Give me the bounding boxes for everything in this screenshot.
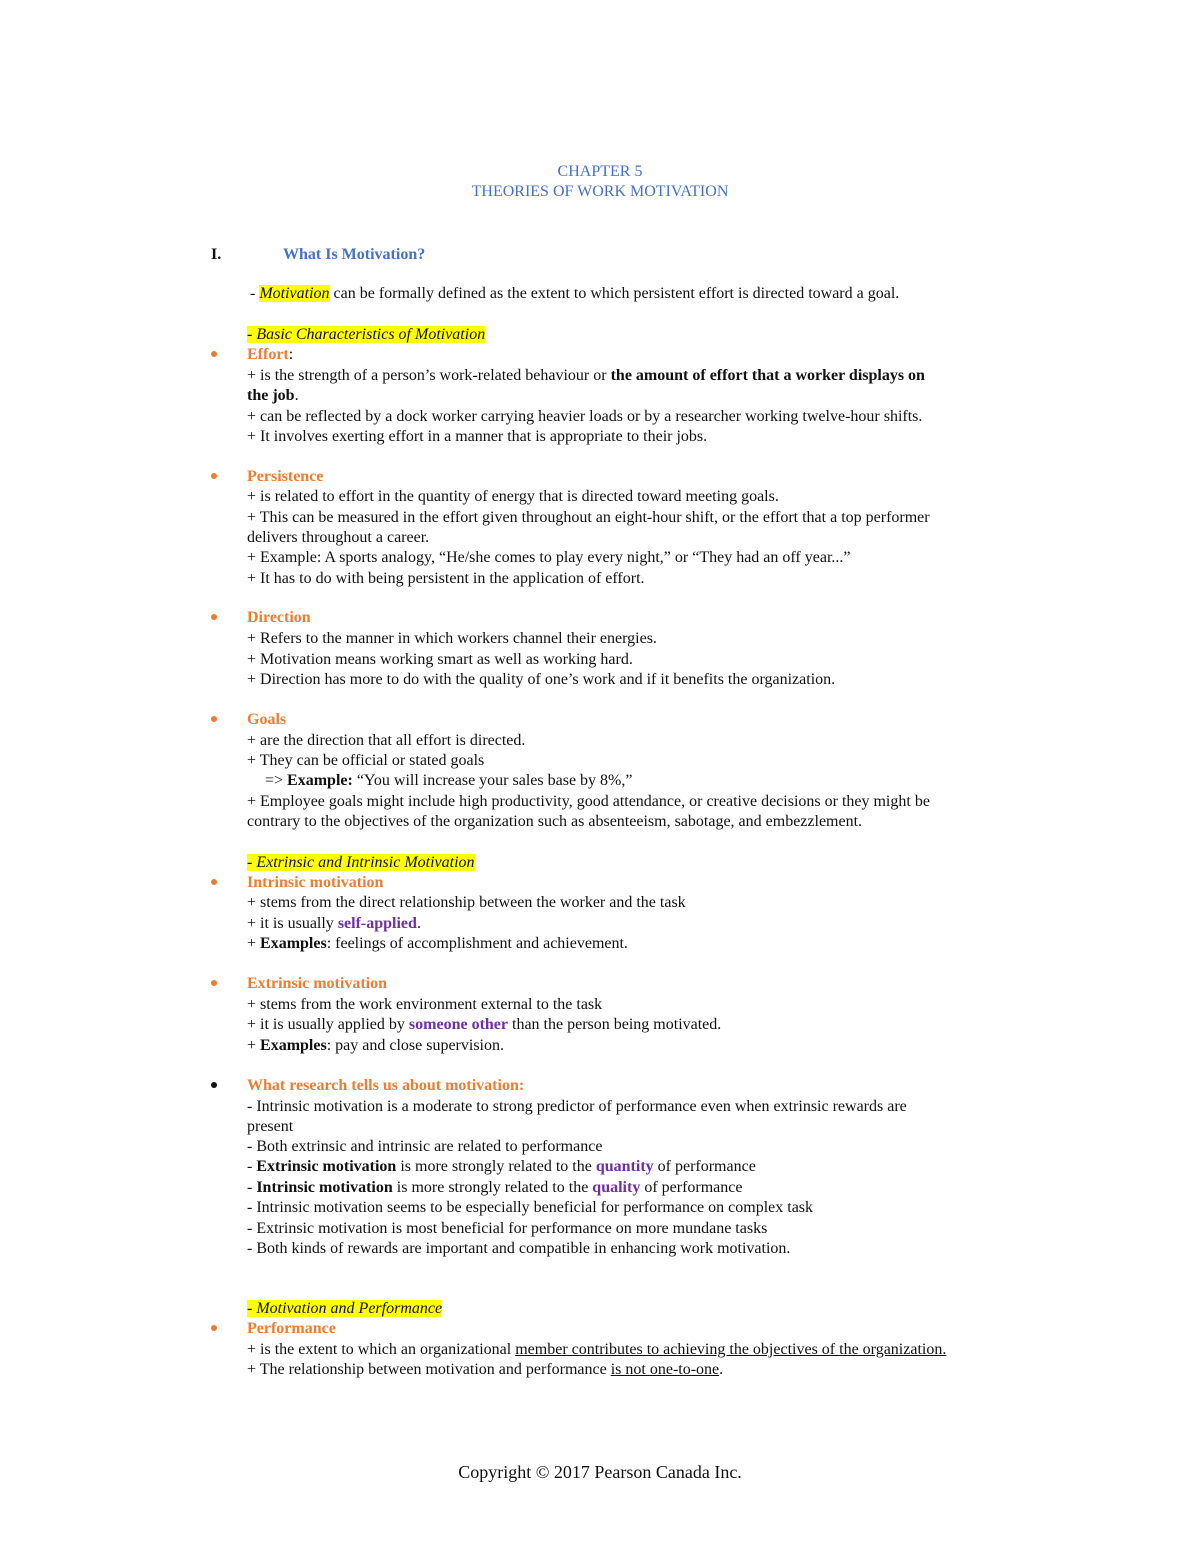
- bullet-icon: [211, 879, 217, 885]
- chapter-subtitle: THEORIES OF WORK MOTIVATION: [471, 183, 729, 200]
- goals-line-4: + Employee goals might include high productivity, good attendance, or creative decisions or they might be: [247, 793, 930, 810]
- intrinsic-line-2: + it is usually self-applied.: [247, 915, 421, 932]
- research-line-2: present: [247, 1118, 294, 1135]
- persistence-line-3: delivers throughout a career.: [247, 529, 430, 546]
- performance-line-1: + is the extent to which an organizational member contributes to achieving the objectives of the organization.: [247, 1341, 947, 1358]
- persistence-line-4: + Example: A sports analogy, “He/she comes to play every night,” or “They had an off year...”: [247, 549, 851, 566]
- bullet-icon: [211, 980, 217, 986]
- direction-label: Direction: [247, 609, 311, 626]
- research-line-6: - Intrinsic motivation seems to be especially beneficial for performance on complex task: [247, 1199, 814, 1216]
- bullet-icon: [211, 1325, 217, 1331]
- effort-line-3: + can be reflected by a dock worker carrying heavier loads or by a researcher working twelve-hour shifts.: [247, 408, 923, 425]
- effort-line-2: the job.: [247, 387, 299, 404]
- performance-label: Performance: [247, 1320, 336, 1337]
- persistence-label: Persistence: [247, 468, 324, 485]
- goals-line-3: => Example: “You will increase your sales base by 8%,”: [265, 772, 633, 789]
- bullet-icon: [211, 716, 217, 722]
- effort-line-4: + It involves exerting effort in a manner that is appropriate to their jobs.: [247, 428, 708, 445]
- bullet-icon: [211, 473, 217, 479]
- direction-line-1: + Refers to the manner in which workers channel their energies.: [247, 630, 657, 647]
- extrinsic-intrinsic-heading: - Extrinsic and Intrinsic Motivation: [247, 854, 475, 871]
- persistence-line-5: + It has to do with being persistent in the application of effort.: [247, 570, 645, 587]
- effort-line-1: + is the strength of a person’s work-related behaviour or the amount of effort that a worker displays on: [247, 367, 925, 384]
- chapter-title: CHAPTER 5: [557, 163, 643, 180]
- direction-line-3: + Direction has more to do with the quality of one’s work and if it benefits the organization.: [247, 671, 836, 688]
- research-line-8: - Both kinds of rewards are important and compatible in enhancing work motivation.: [247, 1240, 791, 1257]
- section-heading: What Is Motivation?: [283, 246, 426, 263]
- extrinsic-line-2: + it is usually applied by someone other than the person being motivated.: [247, 1016, 722, 1033]
- persistence-line-1: + is related to effort in the quantity of energy that is directed toward meeting goals.: [247, 488, 779, 505]
- extrinsic-label: Extrinsic motivation: [247, 975, 387, 992]
- extrinsic-line-1: + stems from the work environment external to the task: [247, 996, 603, 1013]
- section-numeral: I.: [211, 246, 222, 263]
- research-line-3: - Both extrinsic and intrinsic are related to performance: [247, 1138, 603, 1155]
- intrinsic-line-3: + Examples: feelings of accomplishment and achievement.: [247, 935, 628, 952]
- bullet-icon: [211, 1082, 217, 1088]
- goals-label: Goals: [247, 711, 287, 728]
- motivation-term: Motivation: [259, 285, 330, 302]
- persistence-line-2: + This can be measured in the effort given throughout an eight-hour shift, or the effort that a top performer: [247, 509, 930, 526]
- research-line-5: - Intrinsic motivation is more strongly related to the quality of performance: [247, 1179, 743, 1196]
- bullet-icon: [211, 614, 217, 620]
- extrinsic-line-3: + Examples: pay and close supervision.: [247, 1037, 504, 1054]
- motivation-performance-heading: - Motivation and Performance: [247, 1300, 443, 1317]
- bullet-icon: [211, 351, 217, 357]
- research-label: What research tells us about motivation:: [247, 1077, 525, 1094]
- basic-characteristics-heading: - Basic Characteristics of Motivation: [247, 326, 486, 343]
- goals-line-2: + They can be official or stated goals: [247, 752, 485, 769]
- copyright-footer: Copyright © 2017 Pearson Canada Inc.: [458, 1462, 742, 1482]
- intrinsic-line-1: + stems from the direct relationship between the worker and the task: [247, 894, 686, 911]
- effort-label: Effort:: [247, 346, 294, 363]
- direction-line-2: + Motivation means working smart as well as working hard.: [247, 651, 633, 668]
- research-line-4: - Extrinsic motivation is more strongly related to the quantity of performance: [247, 1158, 756, 1175]
- performance-line-2: + The relationship between motivation and performance is not one-to-one.: [247, 1361, 724, 1378]
- goals-line-1: + are the direction that all effort is directed.: [247, 732, 526, 749]
- research-line-1: - Intrinsic motivation is a moderate to strong predictor of performance even when extrinsic rewards are: [247, 1098, 907, 1115]
- goals-line-5: contrary to the objectives of the organization such as absenteeism, sabotage, and embezzlement.: [247, 813, 863, 830]
- definition-line: - Motivation can be formally defined as the extent to which persistent effort is directed toward a goal.: [250, 285, 900, 302]
- intrinsic-label: Intrinsic motivation: [247, 874, 384, 891]
- research-line-7: - Extrinsic motivation is most beneficial for performance on more mundane tasks: [247, 1220, 768, 1237]
